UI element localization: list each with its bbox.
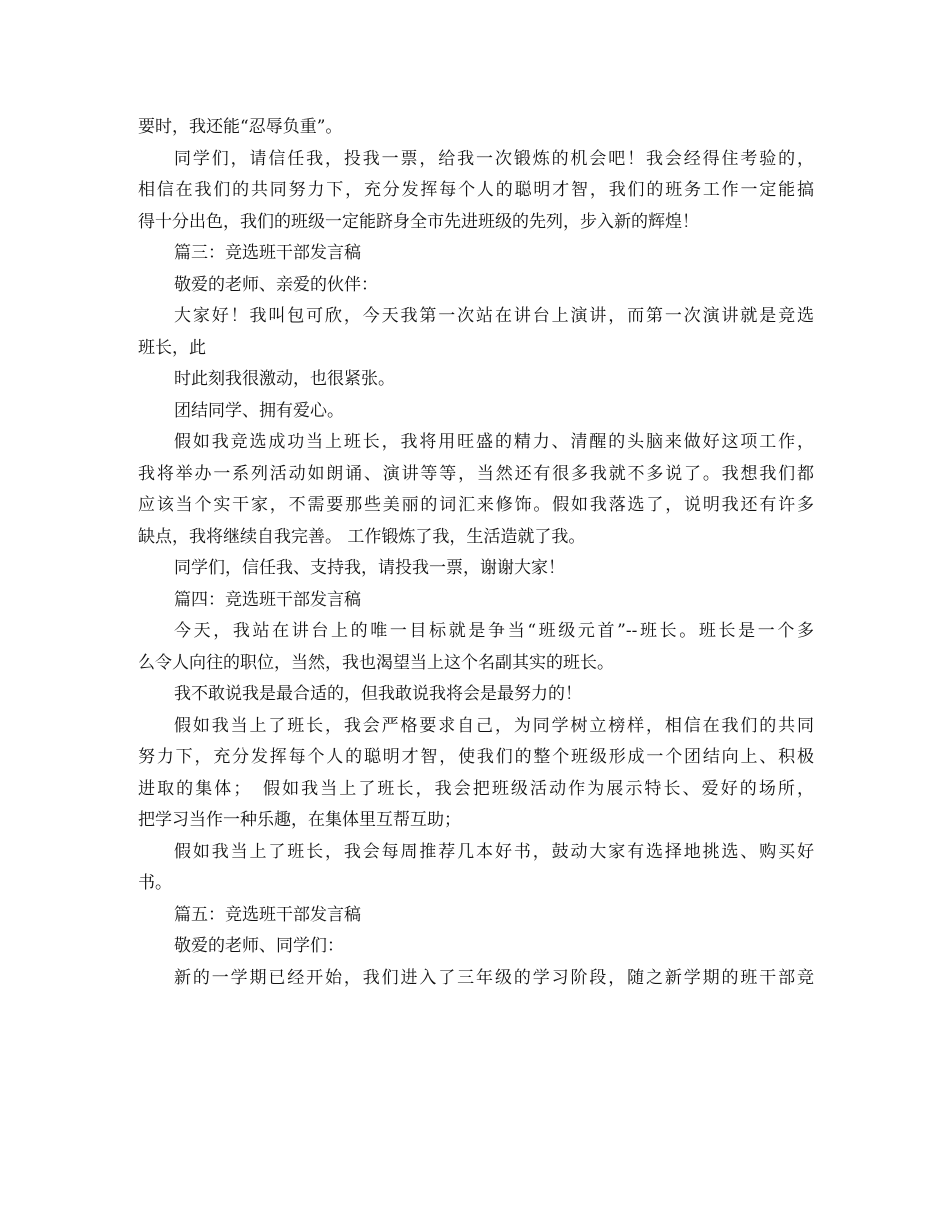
- text-line: 要时，我还能“忍辱负重”。: [138, 117, 343, 137]
- text-line: 缺点，我将继续自我完善。 工作锻炼了我，生活造就了我。: [138, 526, 586, 547]
- text-line: 同学们，请信任我，投我一票，给我一次锻炼的机会吧！我会经得住考验的，: [174, 148, 814, 169]
- text-line: 我将举办一系列活动如朗诵、演讲等等，当然还有很多我就不多说了。我想我们都: [138, 463, 814, 484]
- text-line: 今天，我站在讲台上的唯一目标就是争当“班级元首”--班长。班长是一个多: [174, 621, 814, 641]
- section-heading: 篇四：竞选班干部发言稿: [174, 589, 361, 610]
- text-line: 班长，此: [138, 337, 206, 358]
- text-line: 新的一学期已经开始，我们进入了三年级的学习阶段，随之新学期的班干部竞: [174, 967, 814, 988]
- text-line: 把学习当作一种乐趣，在集体里互帮互助；: [138, 810, 461, 830]
- document-page: [138, 112, 814, 994]
- text-line: 假如我竞选成功当上班长，我将用旺盛的精力、清醒的头脑来做好这项工作，: [174, 432, 814, 452]
- text-line: 书。: [138, 873, 172, 893]
- text-line: 我不敢说我是最合适的，但我敢说我将会是最努力的！: [174, 684, 582, 704]
- text-line: 同学们，信任我、支持我，请投我一票，谢谢大家！: [174, 558, 565, 578]
- text-line: 进取的集体； 假如我当上了班长，我会把班级活动作为展示特长、爱好的场所，: [138, 778, 814, 799]
- salutation-line: 敬爱的老师、亲爱的伙伴：: [174, 274, 378, 295]
- text-line: 应该当个实干家，不需要那些美丽的词汇来修饰。假如我落选了，说明我还有许多: [138, 495, 814, 515]
- text-line: 团结同学、拥有爱心。: [174, 400, 344, 421]
- text-line: 相信在我们的共同努力下，充分发挥每个人的聪明才智，我们的班务工作一定能搞: [138, 180, 814, 200]
- section-heading: 篇三：竞选班干部发言稿: [174, 243, 361, 263]
- text-line: 得十分出色，我们的班级一定能跻身全市先进班级的先列，步入新的辉煌！: [138, 211, 699, 232]
- text-line: 大家好！我叫包可欣，今天我第一次站在讲台上演讲，而第一次演讲就是竞选: [174, 306, 814, 326]
- text-line: 假如我当上了班长，我会每周推荐几本好书，鼓动大家有选择地挑选、购买好: [174, 841, 814, 862]
- salutation-line: 敬爱的老师、同学们：: [174, 936, 344, 956]
- text-line: 努力下，充分发挥每个人的聪明才智，使我们的整个班级形成一个团结向上、积极: [138, 747, 814, 767]
- text-line: 时此刻我很激动，也很紧张。: [174, 369, 395, 389]
- text-line: 么令人向往的职位，当然，我也渴望当上这个名副其实的班长。: [138, 652, 614, 673]
- text-line: 假如我当上了班长，我会严格要求自己，为同学树立榜样，相信在我们的共同: [174, 715, 814, 736]
- section-heading: 篇五：竞选班干部发言稿: [174, 904, 361, 925]
